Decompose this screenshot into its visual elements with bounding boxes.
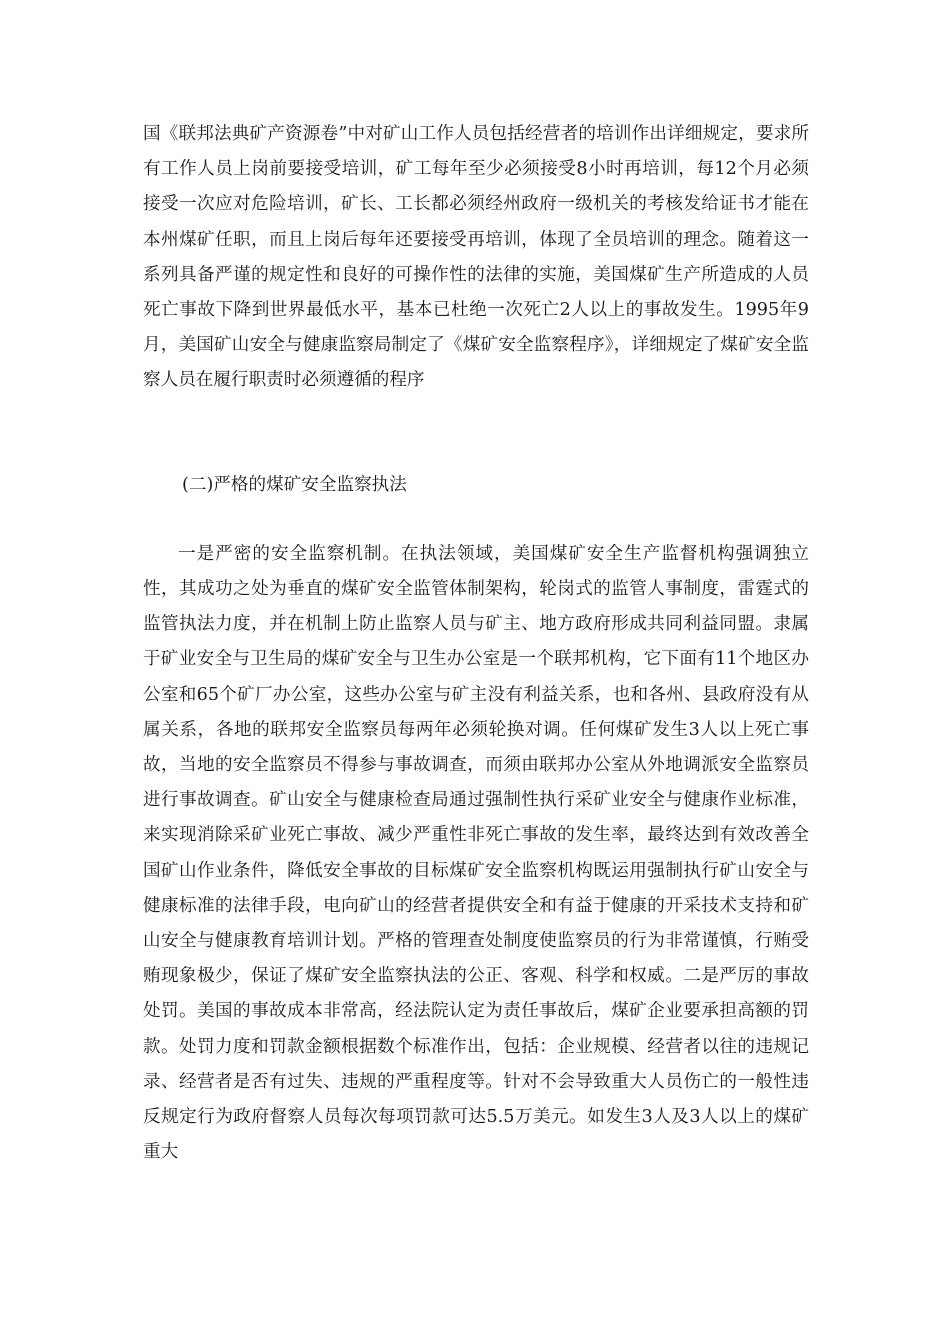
document-page (143, 117, 809, 1170)
paragraph-training-regulations: 国《联邦法典矿产资源卷”中对矿山工作人员包括经营者的培训作出详细规定，要求所有工作人员上岗前要接受培训，矿工每年至少必须接受8小时再培训，每12个月必须接受一次应对危险培训，矿长、工长都必须经州政府一级机关的考核发给证书才能在本州煤矿任职，而且上岗后每年还要接受再培训，体现了全员培训的理念。随着这一系列具备严谨的规定性和良好的可操作性的法律的实施，美国煤矿生产所造成的人员死亡事故下降到世界最低水平，基本已杜绝一次死亡2人以上的事故发生。1995年9月，美国矿山安全与健康监察局制定了《煤矿安全监察程序》，详细规定了煤矿安全监察人员在履行职责时必须遵循的程序 (143, 124, 809, 391)
paragraph-supervision-mechanism: 一是严密的安全监察机制。在执法领域，美国煤矿安全生产监督机构强调独立性，其成功之处为垂直的煤矿安全监管体制架构，轮岗式的监管人事制度，雷霆式的监管执法力度，并在机制上防止监察人员与矿主、地方政府形成共同利益同盟。隶属于矿业安全与卫生局的煤矿安全与卫生办公室是一个联邦机构，它下面有11个地区办公室和65个矿厂办公室，这些办公室与矿主没有利益关系，也和各州、县政府没有从属关系，各地的联邦安全监察员每两年必须轮换对调。任何煤矿发生3人以上死亡事故，当地的安全监察员不得参与事故调查，而须由联邦办公室从外地调派安全监察员进行事故调查。矿山安全与健康检查局通过强制性执行采矿业安全与健康作业标准，来实现消除采矿业死亡事故、减少严重性非死亡事故的发生率，最终达到有效改善全国矿山作业条件，降低安全事故的目标煤矿安全监察机构既运用强制执行矿山安全与健康标准的法律手段，电向矿山的经营者提供安全和有益于健康的开采技术支持和矿山安全与健康教育培训计划。严格的管理查处制度使监察员的行为非常谨慎，行贿受贿现象极少，保证了煤矿安全监察执法的公正、客观、科学和权威。二是严厉的事故处罚。美国的事故成本非常高，经法院认定为责任事故后，煤矿企业要承担高额的罚款。处罚力度和罚款金额根据数个标准作出，包括：企业规模、经营者以往的违规记录、经营者是否有过失、违规的严重程度等。针对不会导致重大人员伤亡的一般性违反规定行为政府督察人员每次每项罚款可达5.5万美元。如发生3人及3人以上的煤矿重大 (143, 543, 809, 1163)
section-heading: (二)严格的煤矿安全监察执法 (182, 474, 407, 495)
